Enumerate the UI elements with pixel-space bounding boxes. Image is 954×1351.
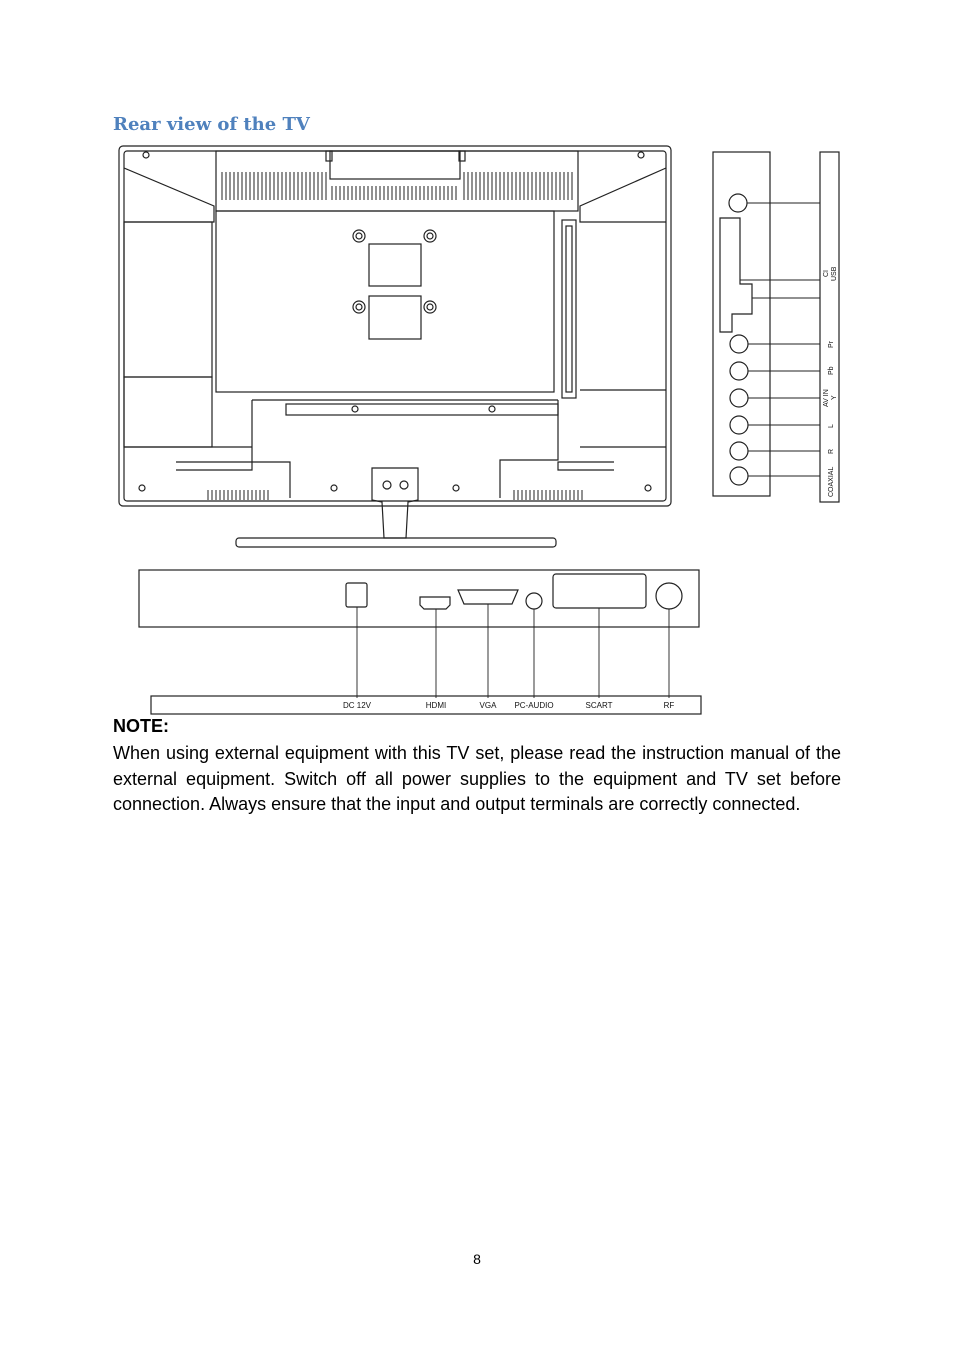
side-label-pb: Pb bbox=[828, 366, 835, 375]
top-vents bbox=[222, 172, 572, 200]
note-body: When using external equipment with this TV set, please read the instruction manual of the external equipment. Switch off all power supplies to the equipment and TV set before connection. Always ensure that the input and output terminals are correctly connected. bbox=[113, 743, 841, 814]
side-label-ci: CI bbox=[823, 270, 830, 277]
bottom-vents bbox=[208, 490, 582, 500]
side-label-pr: Pr bbox=[828, 341, 835, 348]
port-label-hdmi: HDMI bbox=[425, 701, 447, 710]
side-label-usb: USB bbox=[831, 266, 838, 281]
side-label-y: Y bbox=[831, 395, 838, 400]
side-label-av-in: AV IN bbox=[823, 389, 830, 407]
side-label-coaxial: COAXIAL bbox=[828, 466, 835, 497]
port-label-vga: VGA bbox=[479, 701, 497, 710]
wall-mount-holes bbox=[353, 230, 436, 339]
side-connector-panel bbox=[713, 152, 839, 502]
side-label-r: R bbox=[828, 448, 835, 454]
port-label-rf: RF bbox=[663, 701, 675, 710]
tv-back-housing bbox=[119, 146, 671, 506]
note-title: NOTE: bbox=[113, 716, 169, 736]
port-label-scart: SCART bbox=[585, 701, 613, 710]
tv-stand bbox=[236, 468, 556, 547]
port-label-pc-audio: PC-AUDIO bbox=[514, 701, 554, 710]
side-label-l: L bbox=[828, 424, 835, 428]
section-heading: Rear view of the TV bbox=[113, 114, 310, 135]
port-label-dc-12v: DC 12V bbox=[342, 701, 372, 710]
bottom-connector-panel bbox=[139, 570, 701, 714]
page-number: 8 bbox=[473, 1251, 481, 1267]
